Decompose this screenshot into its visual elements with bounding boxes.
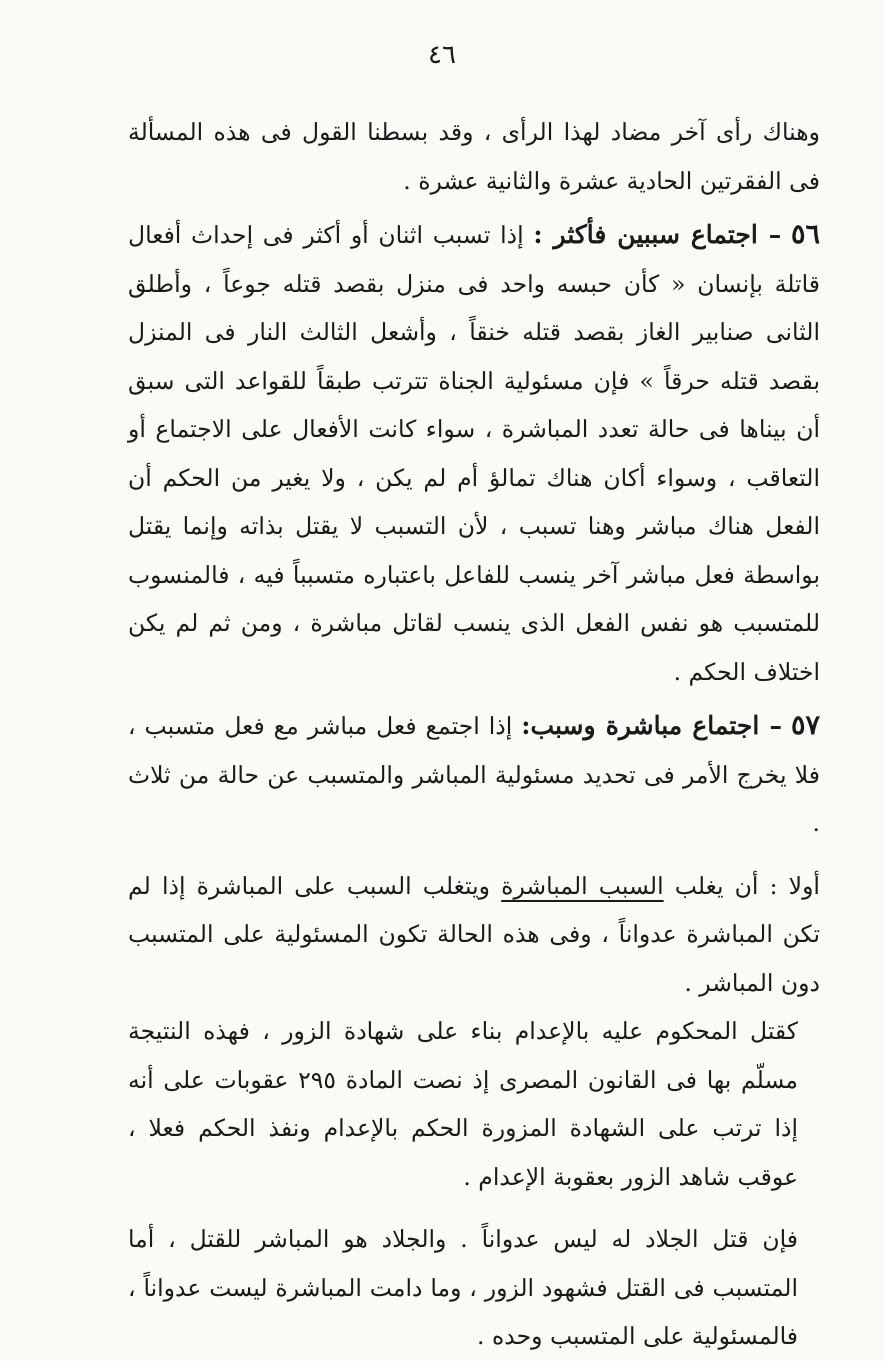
section-57-text: إذا اجتمع فعل مباشر مع فعل متسبب ، فلا يخرج الأمر فى تحديد مسئولية المباشر والمتسبب عن حالة من ثلاث . [128,712,820,837]
closing-paragraph: فإن قتل الجلاد له ليس عدواناً . والجلاد هو المباشر للقتل ، أما المتسبب فى القتل فشهود الزور ، وما دامت المباشرة ليست عدواناً ، فالمسئولية على المتسبب وحده . [128,1225,798,1350]
example-paragraph: كقتل المحكوم عليه بالإعدام بناء على شهادة الزور ، فهذه النتيجة مسلّم بها فى القانون المصرى إذ نصت المادة ٢٩٥ عقوبات على أنه إذا ترتب على الشهادة المزورة الحكم بالإعدام ونفذ الحكم فعلا ، عوقب شاهد الزور بعقوبة الإعدام . [128,1017,798,1191]
section-57-paragraph [128,702,820,848]
case-one-paragraph [128,862,820,1008]
section-56-text: إذا تسبب اثنان أو أكثر فى إحداث أفعال قاتلة بإنسان « كأن حبسه واحد فى منزل بقصد قتله جوعاً ، وأطلق الثانى صنابير الغاز بقصد قتله خنقاً ، وأشعل الثالث النار فى المنزل بقصد قتله حرقاً » فإن مسئولية الجناة تترتب طبقاً للقواعد التى سبق أن بيناها فى حالة تعدد المباشرة ، سواء كانت الأفعال على الاجتماع أو التعاقب ، وسواء أكان هناك تمالؤ أم لم يكن ، ولا يغير من الحكم أن الفعل هناك مباشر وهنا تسبب ، لأن التسبب لا يقتل بذاته وإنما يقتل بواسطة فعل مباشر آخر ينسب للفاعل باعتباره متسبباً فيه ، فالمنسوب للمتسبب هو نفس الفعل الذى ينسب لقاتل مباشرة ، ومن ثم لم يكن اختلاف الحكم . [128,221,820,686]
case-one-text: ويتغلب السبب على المباشرة إذا لم تكن المباشرة عدواناً ، وفى هذه الحالة تكون المسئولية على المتسبب دون المباشر . [128,871,820,997]
section-57-heading: – اجتماع مباشرة وسبب: [521,711,782,740]
page-number: ٤٦ [428,40,456,70]
case-one-lead: أولا : أن يغلب [674,871,820,900]
section-57-number: ٥٧ [790,710,820,741]
section-56-number: ٥٦ [790,219,820,250]
case-one-underlined-term: السبب المباشرة [501,871,664,900]
intro-paragraph: وهناك رأى آخر مضاد لهذا الرأى ، وقد بسطنا القول فى هذه المسألة فى الفقرتين الحادية عشرة والثانية عشرة . [128,118,820,195]
page-body [128,108,820,1361]
section-56-paragraph [128,211,820,696]
section-56-heading: – اجتماع سببين فأكثر : [533,220,782,249]
